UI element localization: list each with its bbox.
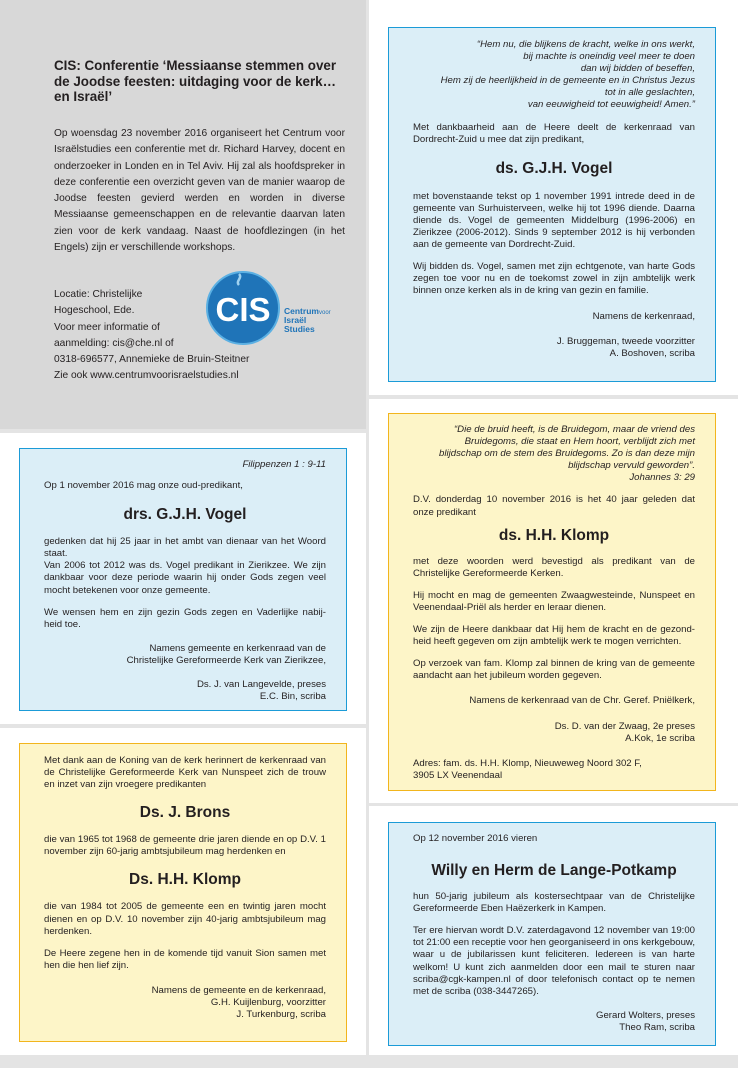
cell-nunspeet [0,728,366,1055]
quote-line: tot in alle geslachten, [604,87,695,99]
paragraph: hun 50-jarig jubileum als kostersechtpaar van de Christelijke Gereformeerde Eben Haëzerkerk in Kampen. [413,891,695,915]
signatures [413,336,695,360]
paragraph: Ter ere hiervan wordt D.V. zaterdagavond 12 november van 19:00 tot 21:00 een receptie voor hen georganiseerd in ons kerkgebouw, waar u de jubilarissen kunt feliciteren. Iedereen is van harte welkom! U kunt zich aanmelden door een mail te sturen naar scriba@cgk-kampen.nl of door telefonisch contact op te nemen met de scriba (038-3447265). [413,925,695,997]
cell-vogel-zierikzee [0,433,366,724]
paragraph: Wij bidden ds. Vogel, samen met zijn echtgenote, van harte Gods zegen toe voor nu en de toekomst zowel in zijn ambtelijk werk binnen onze kerken als in de kring van gezin en familie. [413,261,695,297]
quote-line: blijdschap om de stem des Bruidegoms. Zo is dan deze mijn [439,448,695,460]
logo-text-israel: Israël [284,315,307,325]
contact-line: 0318-696577, Annemieke de Bruin-Steitner [54,354,250,366]
paragraph: Op verzoek van fam. Klomp zal binnen de kring van de gemeente aandacht aan het jubileum worden gegeven. [413,658,695,682]
signature-line: G.H. Kuijlenburg, voorzitter [210,997,326,1009]
contact-line: Hogeschool, Ede. [54,305,135,317]
signature-intro: Namens de kerkenraad, [592,310,695,322]
bible-quote [413,424,695,484]
honoree-name: ds. G.J.H. Vogel [495,159,613,177]
cis-logo [205,270,355,346]
signature-line: Namens de gemeente en de kerkenraad, [151,984,326,996]
honoree-name: Ds. H.H. Klomp [129,871,241,889]
signature-line: J. Turkenburg, scriba [236,1009,326,1021]
paragraph: Van 2006 tot 2012 was ds. Vogel predikant in Zierikzee. We zijn dankbaar voor deze periode waarin hij onder Gods zegen veel mocht betekenen voor onze gemeente. [44,560,326,596]
cis-title: CIS: Conferentie ‘Messiaanse stemmen over de Joodse feesten: uitdaging voor de kerk… en Israël’ [54,58,337,105]
vogel-zierikzee-box [19,448,347,711]
signature-line: A.Kok, 1e scriba [625,732,695,744]
honoree-name: ds. H.H. Klomp [498,526,610,544]
signature-line: Ds. D. van der Zwaag, 2e preses [554,720,695,732]
paragraph: De Heere zegene hen in de komende tijd vanuit Sion samen met hen die hen lief zijn. [44,947,326,971]
intro-text: D.V. donderdag 10 november 2016 is het 40 jaar geleden dat onze predikant [413,494,695,518]
address-line: 3905 LX Veenendaal [413,769,503,781]
bible-reference: Filippenzen 1 : 9-11 [242,459,326,470]
quote-line: blijdschap vervuld geworden”. [568,460,695,472]
logo-text-voor: voor [319,310,331,316]
contact-line: Zie ook www.centrumvoorisraelstudies.nl [54,370,239,382]
paragraph: We wensen hem en zijn gezin Gods zegen en Vaderlijke nabij-heid toe. [44,606,326,630]
signature-line: Namens gemeente en kerkenraad van de [149,642,326,654]
paragraph: Hij mocht en mag de gemeenten Zwaagwesteinde, Nunspeet en Veenendaal-Priël als herder en leraar dienen. [413,589,695,613]
honoree-name: Willy en Herm de Lange-Potkamp [431,862,677,880]
cis-body: Op woensdag 23 november 2016 organiseert het Centrum voor Israëlstudies een conferentie met dr. Richard Harvey, docent en onderzoeker in Londen en in Tel Aviv. Hij zal als hoofdspreker in deze conferentie een overzicht geven van de manier waarop de Joodse feesten gevierd werden en worden in diverse Messiaanse gemeenschappen en de relevantie daarvan laten zien voor de kerk vandaag. Naast de hoofdlezingen (in het Engels) zijn er verschillende workshops. [54,128,345,254]
honoree-name: drs. G.J.H. Vogel [123,506,247,524]
paragraph: gedenken dat hij 25 jaar in het ambt van dienaar van het Woord staat. [44,536,326,560]
paragraph: met bovenstaande tekst op 1 november 1991 intrede deed in de gemeente van Surhuisterveen, welke hij tot 1996 diende. Daarna diende ds. Vogel de gemeenten Middelburg (1996-2006) en Zierikzee (2006-2012). Sinds 9 september 2012 is hij verbonden aan de gemeente van Dordrecht-Zuid. [413,190,695,251]
signature-line: A. Boshoven, scriba [609,347,695,359]
signature-line: Ds. J. van Langevelde, preses [196,679,326,691]
logo-text-centrum: Centrum [284,306,319,316]
bible-quote [413,39,695,112]
quote-line: Bruidegoms, die staat en Hem hoort, verblijdt zich met [464,436,695,448]
quote-line: Hem zij de heerlijkheid in de gemeente en in Christus Jezus [440,75,695,87]
quote-line: “Hem nu, die blijkens de kracht, welke in ons werkt, [476,39,695,50]
quote-line: van eeuwigheid tot eeuwigheid! Amen.” [527,99,695,111]
honoree-name: Ds. J. Brons [139,804,231,822]
address [413,758,695,782]
klomp-pnielkerk-box [388,413,716,791]
signatures [413,1010,695,1034]
contact-line: aanmelding: cis@che.nl of [54,337,174,349]
paragraph: We zijn de Heere dankbaar dat Hij hem de kracht en de gezond-heid heeft gegeven om zijn ambtelijk werk te mogen verrichten. [413,624,695,648]
cell-klomp-pnielkerk [369,399,738,803]
signature-intro: Namens de kerkenraad van de Chr. Geref. Pniëlkerk, [469,695,695,707]
signature-intro [44,643,326,667]
logo-text-studies: Studies [284,324,315,334]
contact-line: Locatie: Christelijke [54,289,143,300]
signature-line: Christelijke Gereformeerde Kerk van Zierikzee, [126,654,326,666]
signatures [44,985,326,1021]
signatures [413,721,695,745]
quote-line: “Die de bruid heeft, is de Bruidegom, maar de vriend des [453,424,695,435]
bible-reference: Johannes 3: 29 [629,472,695,484]
intro-text: Met dankbaarheid aan de Heere deelt de kerkenraad van Dordrecht-Zuid u mee dat zijn predikant, [413,121,695,145]
signature-line: J. Bruggeman, tweede voorzitter [556,335,695,347]
paragraph: met deze woorden werd bevestigd als predikant van de Christelijke Gereformeerde Kerken. [413,555,695,579]
quote-line: bij machte is oneindig veel meer te doen [523,51,695,63]
cell-vogel-dordrecht [369,0,738,395]
signature-line: Theo Ram, scriba [619,1021,695,1033]
vogel-dordrecht-box [388,27,716,382]
paragraph: die van 1984 tot 2005 de gemeente een en twintig jaren mocht dienen en op D.V. 10 november zijn 40-jarig ambtsjubileum mag herdenken. [44,901,326,937]
cell-lange-potkamp [369,806,738,1055]
nunspeet-box [19,743,347,1042]
paragraph: die van 1965 tot 1968 de gemeente drie jaren diende en op D.V. 1 november zijn 60-jarig ambtsjubileum mag herdenken en [44,834,326,858]
logo-letters: CIS [215,291,271,328]
signature-line: E.C. Bin, scriba [259,691,326,703]
address-line: Adres: fam. ds. H.H. Klomp, Nieuweweg Noord 302 F, [413,757,642,769]
cis-announcement [0,0,366,429]
intro-text: Op 1 november 2016 mag onze oud-predikant, [44,480,243,492]
intro-text: Met dank aan de Koning van de kerk herinnert de kerkenraad van de Christelijke Gereformeerde Kerk van Nunspeet zich de trouw en inzet van zijn vroegere predikanten [44,755,326,791]
signature-line: Gerard Wolters, preses [596,1009,695,1021]
signatures [44,679,326,703]
quote-line: dan wij bidden of beseffen, [580,63,695,75]
intro-text: Op 12 november 2016 vieren [413,833,538,844]
contact-line: Voor meer informatie of [54,321,160,333]
lange-potkamp-box [388,822,716,1046]
